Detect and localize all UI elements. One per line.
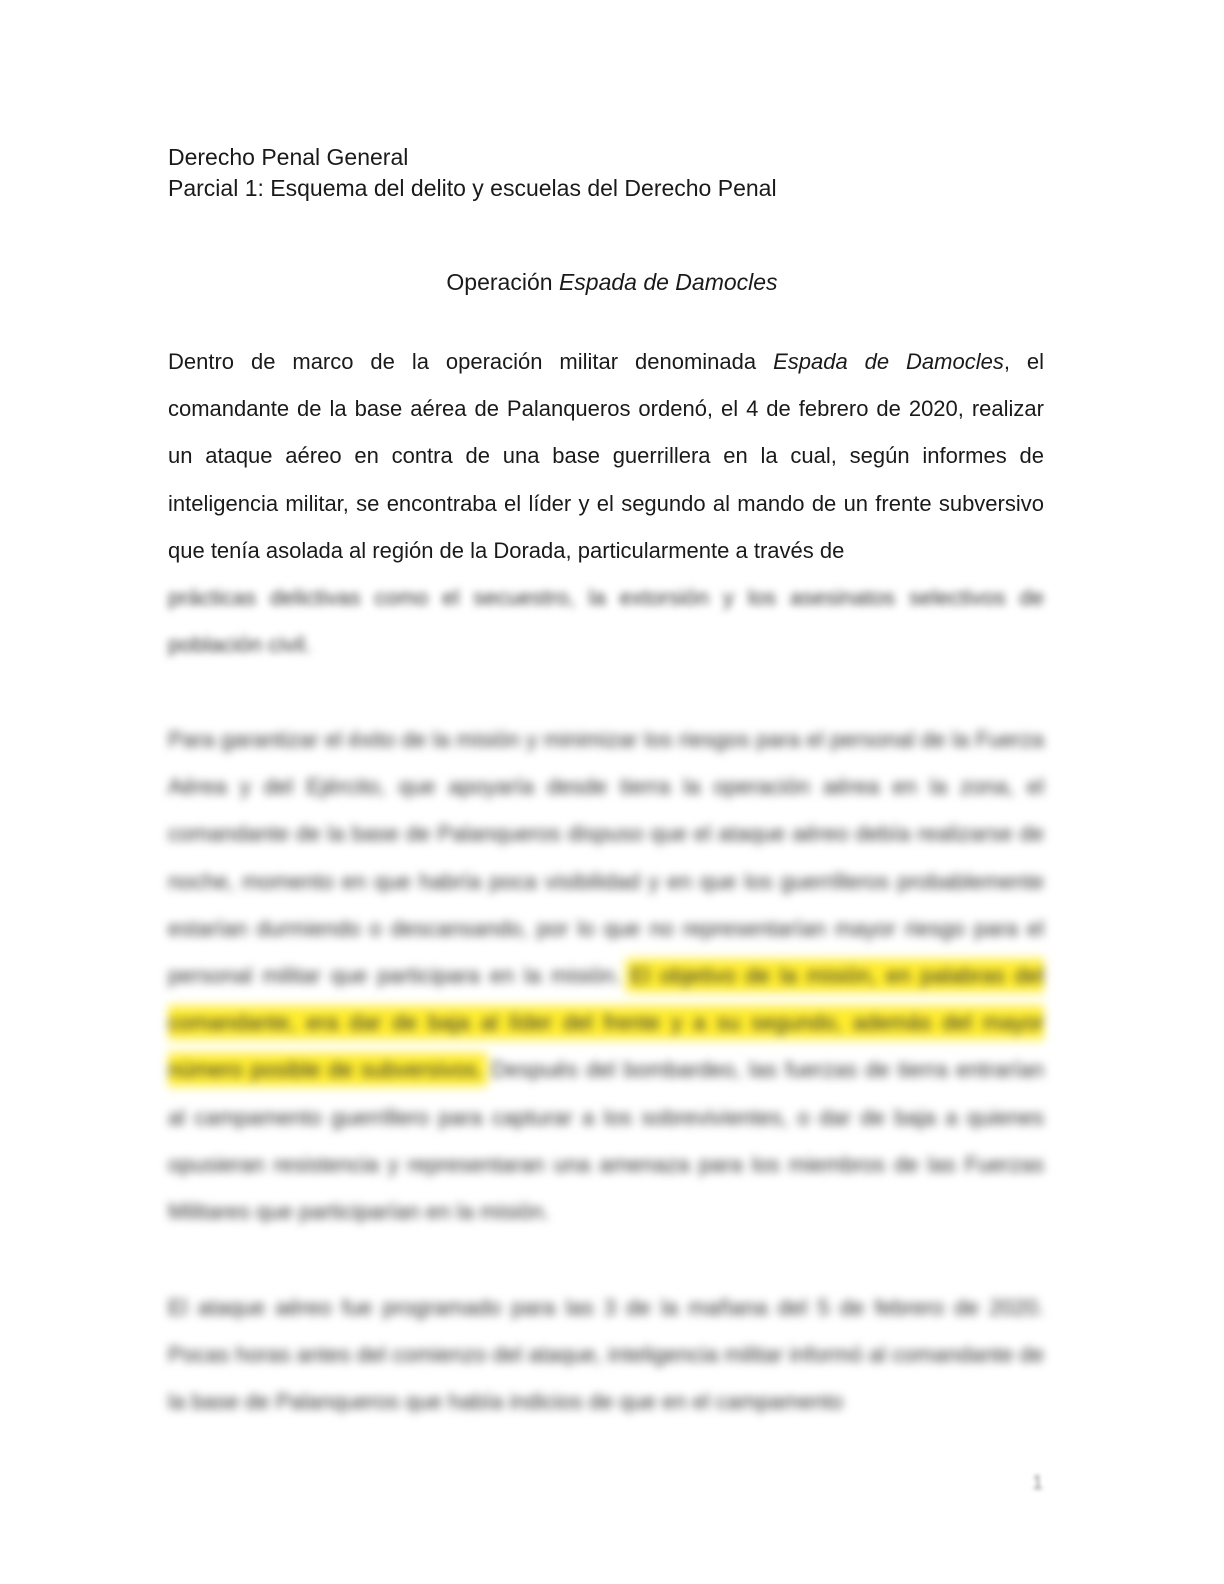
paragraph-2 (168, 716, 1044, 1235)
title-italic: Espada de Damocles (558, 269, 778, 295)
document-header (168, 142, 777, 204)
document-title (0, 266, 1224, 298)
paragraph-1-text-after: , el comandante de la base aérea de Palanqueros ordenó, el 4 de febrero de 2020, realizar un ataque aéreo en contra de una base guerrillera en la cual, según informes de inteligencia militar, se encontraba el líder y el segundo al mando de un frente subversivo que tenía asolada al región de la Dorada, particularmente a través de (168, 349, 1044, 563)
paragraph-1-text-before: Dentro de marco de la operación militar denominada (168, 349, 774, 374)
paragraph-2-text-after: Después del bombardeo, las fuerzas de tierra entrarían al campamento guerrillero para capturar a los sobrevivientes, o dar de baja a quienes opusieran resistencia y representaran una amenaza para los miembros de las Fuerzas Militares que participarían en la misión. (168, 1057, 1044, 1225)
paragraph-2-text-before: Para garantizar el éxito de la misión y minimizar los riesgos para el personal de la Fuerza Aérea y del Ejército, que apoyaría desde tierra la operación aérea en la zona, el comandante de la base de Palanqueros dispuso que el ataque aéreo debía realizarse de noche, momento en que habría poca visibilidad y en que los guerrilleros probablemente estarían durmiendo o descansando, por lo que no representarían mayor riesgo para el personal militar que participara en la misión. (168, 727, 1044, 989)
page-number: 1 (1032, 1472, 1044, 1494)
paragraph-3: El ataque aéreo fue programado para las 3 de la mañana del 5 de febrero de 2020. Pocas horas antes del comienzo del ataque, inteligencia militar informó al comandante de la base de Palanqueros que había indicios de que en el campamento (168, 1295, 1044, 1415)
exam-title: Parcial 1: Esquema del delito y escuelas del Derecho Penal (168, 175, 777, 201)
paragraph-1-italic: Espada de Damocles (773, 349, 1004, 374)
highlighted-text: El objetivo de la misión, en palabras del comandante, era dar de baja al líder del frente y a su segundo, además del mayor número posible de subversivos. (168, 963, 1044, 1083)
course-name: Derecho Penal General (168, 144, 409, 170)
title-prefix: Operación (446, 269, 559, 295)
paragraph-1 (168, 338, 1044, 574)
paragraph-1-blurred: prácticas delictivas como el secuestro, la extorsión y los asesinatos selectivos de población civil. (168, 585, 1044, 658)
